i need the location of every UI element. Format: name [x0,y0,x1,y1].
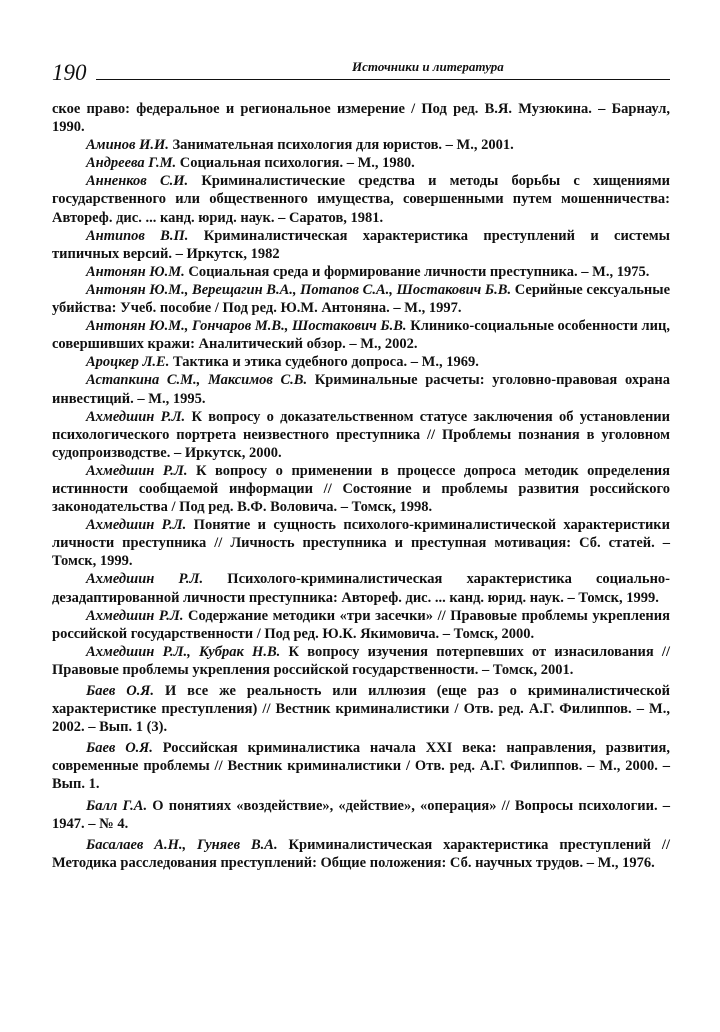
running-title: Источники и литература [352,59,504,74]
bibliography-entry [52,371,670,407]
bibliography-entry [52,643,670,679]
entry-text: К вопросу изучения потерпевших от изнасилования // Правовые проблемы укрепления российской государственности. – Томск, 2001. [52,643,670,678]
bibliography-entry [52,136,670,154]
entry-author: Анненков С.И. [86,173,189,190]
entry-text: Понятие и сущность психолого-криминалистической характеристики личности преступника // Личность преступника и преступная мотивация: Сб. статей. – Томск, 1999. [52,517,671,570]
entry-author: Ахмедшин Р.Л. [86,607,184,624]
entry-text: К вопросу о применении в процессе допроса методик определения истинности сообщаемой информации // Состояние и проблемы развития российского законодательства / Под ред. В.Ф. Воловича. – Томск, 1998. [52,462,670,516]
entry-text: К вопросу о доказательственном статусе заключения об установлении психологического портрета неизвестного преступника // Проблемы познания в уголовном судопроизводстве. – Иркутск, 2000. [52,408,671,461]
entry-text: И все же реальность или иллюзия (еще раз о криминалистической характеристике преступления) // Вестник криминалистики / Отв. ред. А.Г. Филиппов. – М., 2002. – Вып. 1 (3). [52,683,670,736]
entry-text: Российская криминалистика начала XXI века: направления, развития, современные проблемы // Вестник криминалистики / Отв. ред. А.Г. Филиппов. – М., 2000. – Вып. 1. [52,740,670,793]
entry-text: Социальная среда и формирование личности преступника. – М., 1975. [184,263,650,280]
bibliography-entry [52,797,670,833]
entry-text: О понятиях «воздействие», «действие», «операция» // Вопросы психологии. – 1947. – № 4. [52,797,670,832]
page-number: 190 [52,60,87,85]
entry-author: Антонян Ю.М. [86,263,185,280]
entry-author: Балл Г.А. [86,797,148,814]
bibliography-entry [52,607,670,643]
entry-text: Криминалистическая характеристика преступлений // Методика расследования преступлений: Общие положения: Сб. научных трудов. – М., 1976. [52,836,670,871]
entry-text: ское право: федеральное и региональное измерение / Под ред. В.Я. Музюкина. – Барнаул, 1990. [52,101,670,136]
bibliography-entry [52,227,670,263]
bibliography-entry [52,154,670,172]
bibliography-entry [52,836,670,872]
entry-author: Ахмедшин Р.Л. [86,517,187,534]
entry-text: Содержание методики «три засечки» // Правовые проблемы укрепления российской государственности / Под ред. Ю.К. Якимовича. – Томск, 2000. [52,607,670,642]
entry-author: Баев О.Я. [86,740,153,757]
bibliography-entry [52,353,670,371]
bibliography-entry [52,462,670,516]
entry-author: Антипов В.П. [86,227,189,244]
bibliography-list [52,100,670,872]
bibliography-entry [52,739,670,793]
header-rule [96,79,670,80]
entry-author: Антонян Ю.М., Гончаров М.В., Шостакович Б.В. [86,318,407,335]
entry-author: Баев О.Я. [86,683,155,699]
entry-text: Криминалистическая характеристика преступлений и системы типичных версий. – Иркутск, 1982 [52,227,670,262]
entry-author: Ахмедшин Р.Л. [86,462,188,479]
bibliography-entry [52,516,670,570]
entry-author: Ароцкер Л.Е. [86,354,170,371]
entry-author: Аминов И.И. [86,137,169,154]
entry-author: Астапкина С.М., Максимов С.В. [86,372,308,389]
entry-text: Криминальные расчеты: уголовно-правовая охрана инвестиций. – М., 1995. [52,372,670,407]
bibliography-entry [52,317,670,353]
entry-text: Клинико-социальные особенности лиц, совершивших кражи: Аналитический обзор. – М., 2002. [52,318,671,353]
entry-text: Криминалистические средства и методы борьбы с хищениями государственного или общественного имущества, совершенными путем мошенничества: Автореф. дис. ... канд. юрид. наук. – Саратов, 1981. [52,173,671,226]
entry-text: Тактика и этика судебного допроса. – М., 1969. [169,354,479,371]
bibliography-entry [52,281,670,317]
entry-text: Серийные сексуальные убийства: Учеб. пособие / Под ред. Ю.М. Антоняна. – М., 1997. [52,281,670,317]
bibliography-entry [52,682,670,736]
bibliography-entry [52,263,670,281]
entry-author: Басалаев А.Н., Гуняев В.А. [86,836,278,853]
entry-author: Антонян Ю.М., Верещагин В.А., Потапов С.А., Шостакович Б.В. [86,281,512,298]
page-header [52,58,670,88]
entry-text: Социальная психология. – М., 1980. [176,155,415,172]
entry-text: Психолого-криминалистическая характеристика социально-дезадаптированной личности преступника: Автореф. дис. ... канд. юрид. наук. – Томск, 1999. [52,571,671,606]
entry-author: Ахмедшин Р.Л. [86,571,204,588]
bibliography-entry [52,570,670,606]
entry-text: Занимательная психология для юристов. – М., 2001. [168,137,514,154]
entry-author: Ахмедшин Р.Л., Кубрак Н.В. [86,643,281,660]
entry-author: Ахмедшин Р.Л. [86,408,186,425]
bibliography-entry [52,408,670,462]
bibliography-entry [52,100,670,136]
bibliography-entry [52,172,670,226]
entry-author: Андреева Г.М. [86,155,177,172]
